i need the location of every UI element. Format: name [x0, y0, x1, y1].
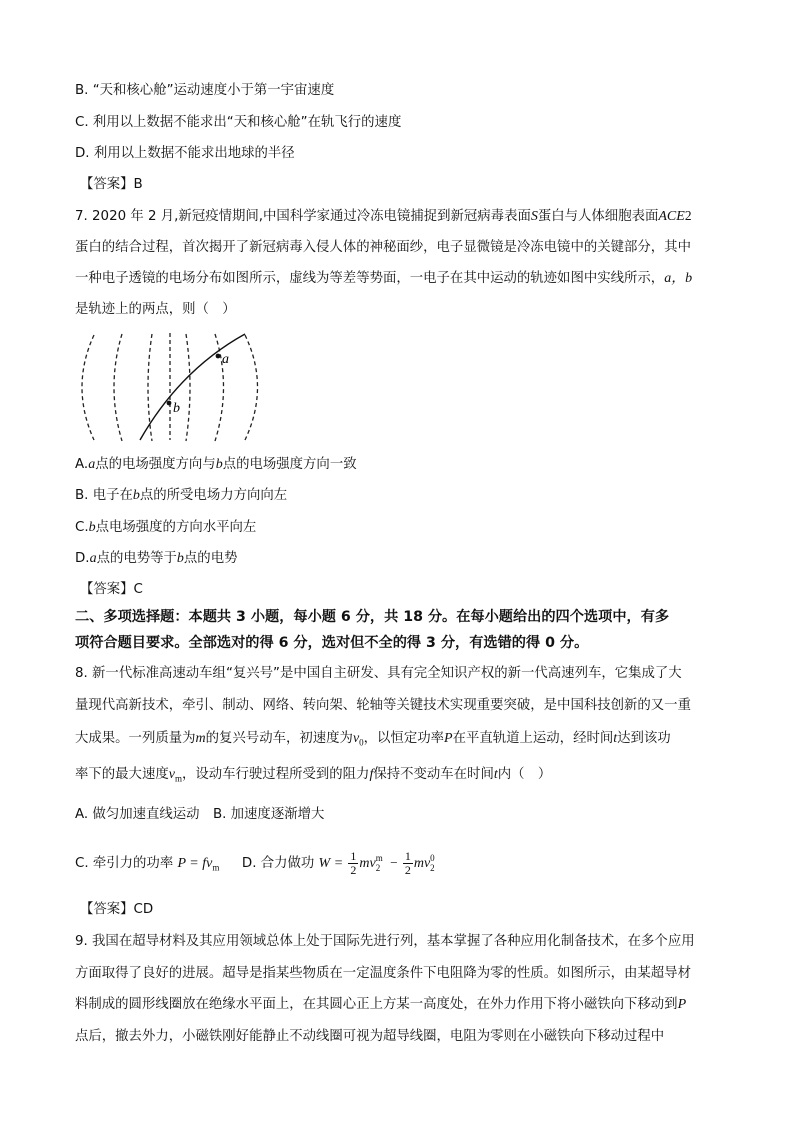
- point-b-label: b: [173, 401, 180, 416]
- point-a-marker: [216, 354, 221, 359]
- fraction-one-half-2: $\frac{1}{2}$: [404, 848, 411, 877]
- q7-stem-line-3: 一种电子透镜的电场分布如图所示，虚线为等差等势面，一电子在其中运动的轨迹如图中实线所示，a，b: [75, 271, 693, 286]
- q7-option-d: D.a点的电势等于b点的电势: [75, 551, 238, 566]
- point-b-marker: [167, 401, 172, 406]
- q8-answer: 【答案】CD: [80, 902, 154, 917]
- q7-stem-line-1: 7. 2020 年 2 月,新冠疫情期间,中国科学家通过冷冻电镜捕捉到新冠病毒表面S蛋白与人体细胞表面ACE2: [75, 208, 692, 224]
- q9-stem-line-4: 点后，撤去外力，小磁铁刚好能静止不动线圈可视为超导线圈，电阻为零则在小磁铁向下移动过程中: [75, 1029, 665, 1044]
- q8-stem-line-1: 8. 新一代标准高速动车组“复兴号”是中国自主研发、具有完全知识产权的新一代高速列车，它集成了大: [75, 666, 682, 681]
- fraction-one-half-1: $\frac{1}{2}$: [350, 848, 357, 877]
- q7-option-c: C.b点电场强度的方向水平向左: [75, 520, 257, 535]
- q8-stem-line-2: 量现代高新技术，牵引、制动、网络、转向架、轮轴等关键技术实现重要突破，是中国科技创新的又一重: [75, 698, 691, 713]
- q7-stem-line-2: 蛋白的结合过程，首次揭开了新冠病毒入侵人体的神秘面纱，电子显微镜是冷冻电镜中的关键部分，其中: [75, 240, 691, 255]
- q6-option-b: B. “天和核心舱”运动速度小于第一宇宙速度: [75, 83, 335, 98]
- q8-options-ab: A. 做匀加速直线运动 B. 加速度逐渐增大: [75, 807, 325, 822]
- q7-stem-line-4: 是轨迹上的两点，则（ ）: [75, 302, 236, 317]
- electric-field-figure: [70, 330, 280, 445]
- q9-stem-line-1: 9. 我国在超导材料及其应用领域总体上处于国际先进行列，基本掌握了各种应用化制备技术，在多个应用: [75, 934, 695, 949]
- q7-option-b: B. 电子在b点的所受电场力方向向左: [75, 488, 288, 503]
- q7-option-a: A.a点的电场强度方向与b点的电场强度方向一致: [75, 457, 357, 472]
- q6-option-d: D. 利用以上数据不能求出地球的半径: [75, 146, 295, 161]
- q9-stem-line-3: 料制成的圆形线圈放在绝缘水平面上，在其圆心正上方某一高度处，在外力作用下将小磁铁向下移动到P: [75, 997, 687, 1012]
- q9-stem-line-2: 方面取得了良好的进展。超导是指某些物质在一定温度条件下电阻降为零的性质。如图所示，由某超导材: [75, 966, 691, 981]
- q8-stem-line-3: 大成果。一列质量为m的复兴号动车，初速度为$v_0$，以恒定功率P在平直轨道上运动，经时间t达到该功: [75, 731, 671, 748]
- q6-answer: 【答案】B: [80, 177, 143, 192]
- q8-options-cd: C. 牵引力的功率 $P = fv_m$ D. 合力做功 W = $\frac{1}{2}$ mv 2 m − $\frac{1}{2}$ mv 2 0: [75, 848, 435, 877]
- q8-stem-line-4: 率下的最大速度$v_m$，设动车行驶过程所受到的阻力f保持不变动车在时间t内（ ）: [75, 767, 552, 784]
- section-2-heading-line-2: 项符合题目要求。全部选对的得 6 分，选对但不全的得 3 分，有选错的得 0 分。: [75, 635, 589, 651]
- q6-option-c: C. 利用以上数据不能求出“天和核心舱”在轨飞行的速度: [75, 115, 402, 130]
- section-2-heading-line-1: 二、多项选择题：本题共 3 小题，每小题 6 分，共 18 分。在每小题给出的四个选项中，有多: [75, 609, 670, 625]
- point-a-label: a: [222, 352, 229, 367]
- equipotential-lines: [82, 333, 258, 441]
- q7-answer: 【答案】C: [80, 582, 143, 597]
- electron-trajectory: [140, 334, 245, 440]
